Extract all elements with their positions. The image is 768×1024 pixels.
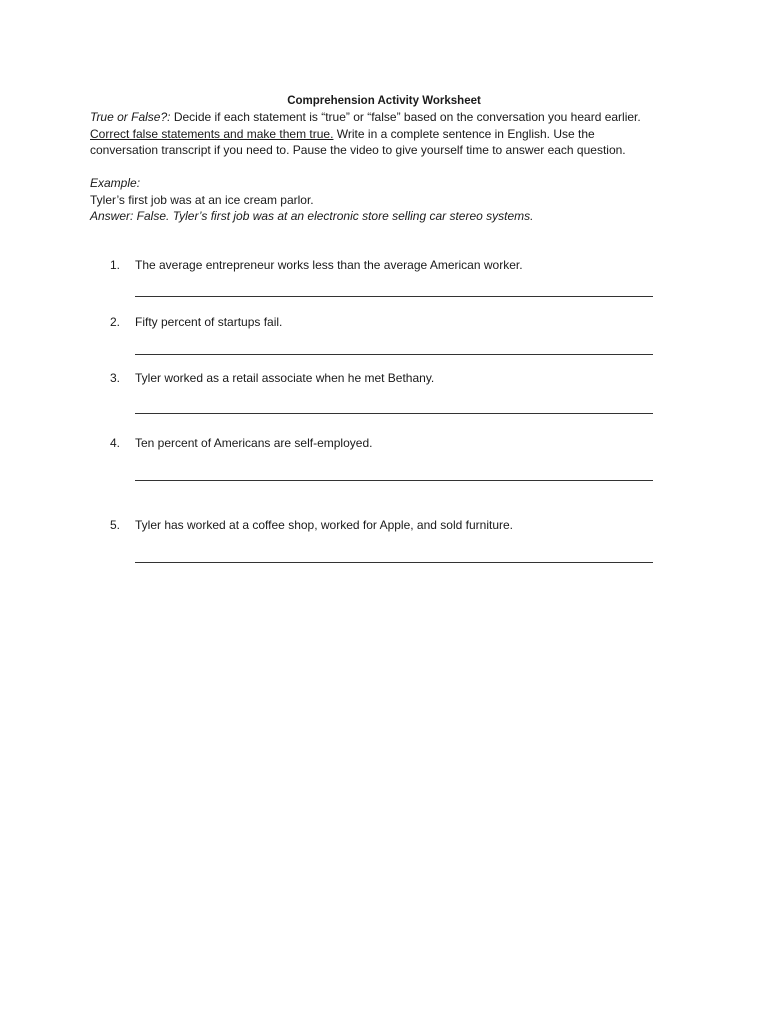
question-text: Ten percent of Americans are self-employed. <box>135 436 373 450</box>
instructions-line-1-text: Decide if each statement is “true” or “false” based on the conversation you heard earlier. <box>170 110 641 124</box>
instructions <box>90 109 690 159</box>
question-1 <box>110 257 670 273</box>
example-statement: Tyler’s first job was at an ice cream parlor. <box>90 192 314 207</box>
worksheet-title: Comprehension Activity Worksheet <box>287 95 481 107</box>
question-2 <box>110 314 670 330</box>
answer-line-4[interactable] <box>135 480 653 481</box>
instructions-line-2-text: Write in a complete sentence in English. Use the <box>333 126 595 141</box>
question-4 <box>110 435 670 451</box>
question-number: 5. <box>110 518 121 532</box>
question-3 <box>110 370 670 386</box>
question-text: Tyler worked as a retail associate when he met Bethany. <box>135 371 435 385</box>
question-5 <box>110 517 670 533</box>
example-answer: Answer: False. Tyler’s first job was at an electronic store selling car stereo systems. <box>90 209 534 223</box>
question-text: Tyler has worked at a coffee shop, worked for Apple, and sold furniture. <box>135 518 513 532</box>
question-number: 3. <box>110 371 121 385</box>
instructions-underlined-text: Correct false statements and make them true. <box>90 126 334 141</box>
example-label: Example: <box>90 176 141 190</box>
question-number: 4. <box>110 436 121 450</box>
instructions-line-3: conversation transcript if you need to. Pause the video to give yourself time to answer each question. <box>90 143 626 157</box>
answer-line-2[interactable] <box>135 354 653 355</box>
question-text: The average entrepreneur works less than the average American worker. <box>135 258 523 272</box>
answer-line-1[interactable] <box>135 296 653 297</box>
example-block <box>90 175 690 225</box>
question-number: 2. <box>110 315 121 329</box>
answer-line-5[interactable] <box>135 562 653 563</box>
question-number: 1. <box>110 258 121 272</box>
answer-line-3[interactable] <box>135 413 653 414</box>
instructions-line-1 <box>90 109 690 126</box>
instructions-line-2 <box>90 126 690 143</box>
instructions-label: True or False?: <box>90 110 171 124</box>
question-text: Fifty percent of startups fail. <box>135 315 283 329</box>
